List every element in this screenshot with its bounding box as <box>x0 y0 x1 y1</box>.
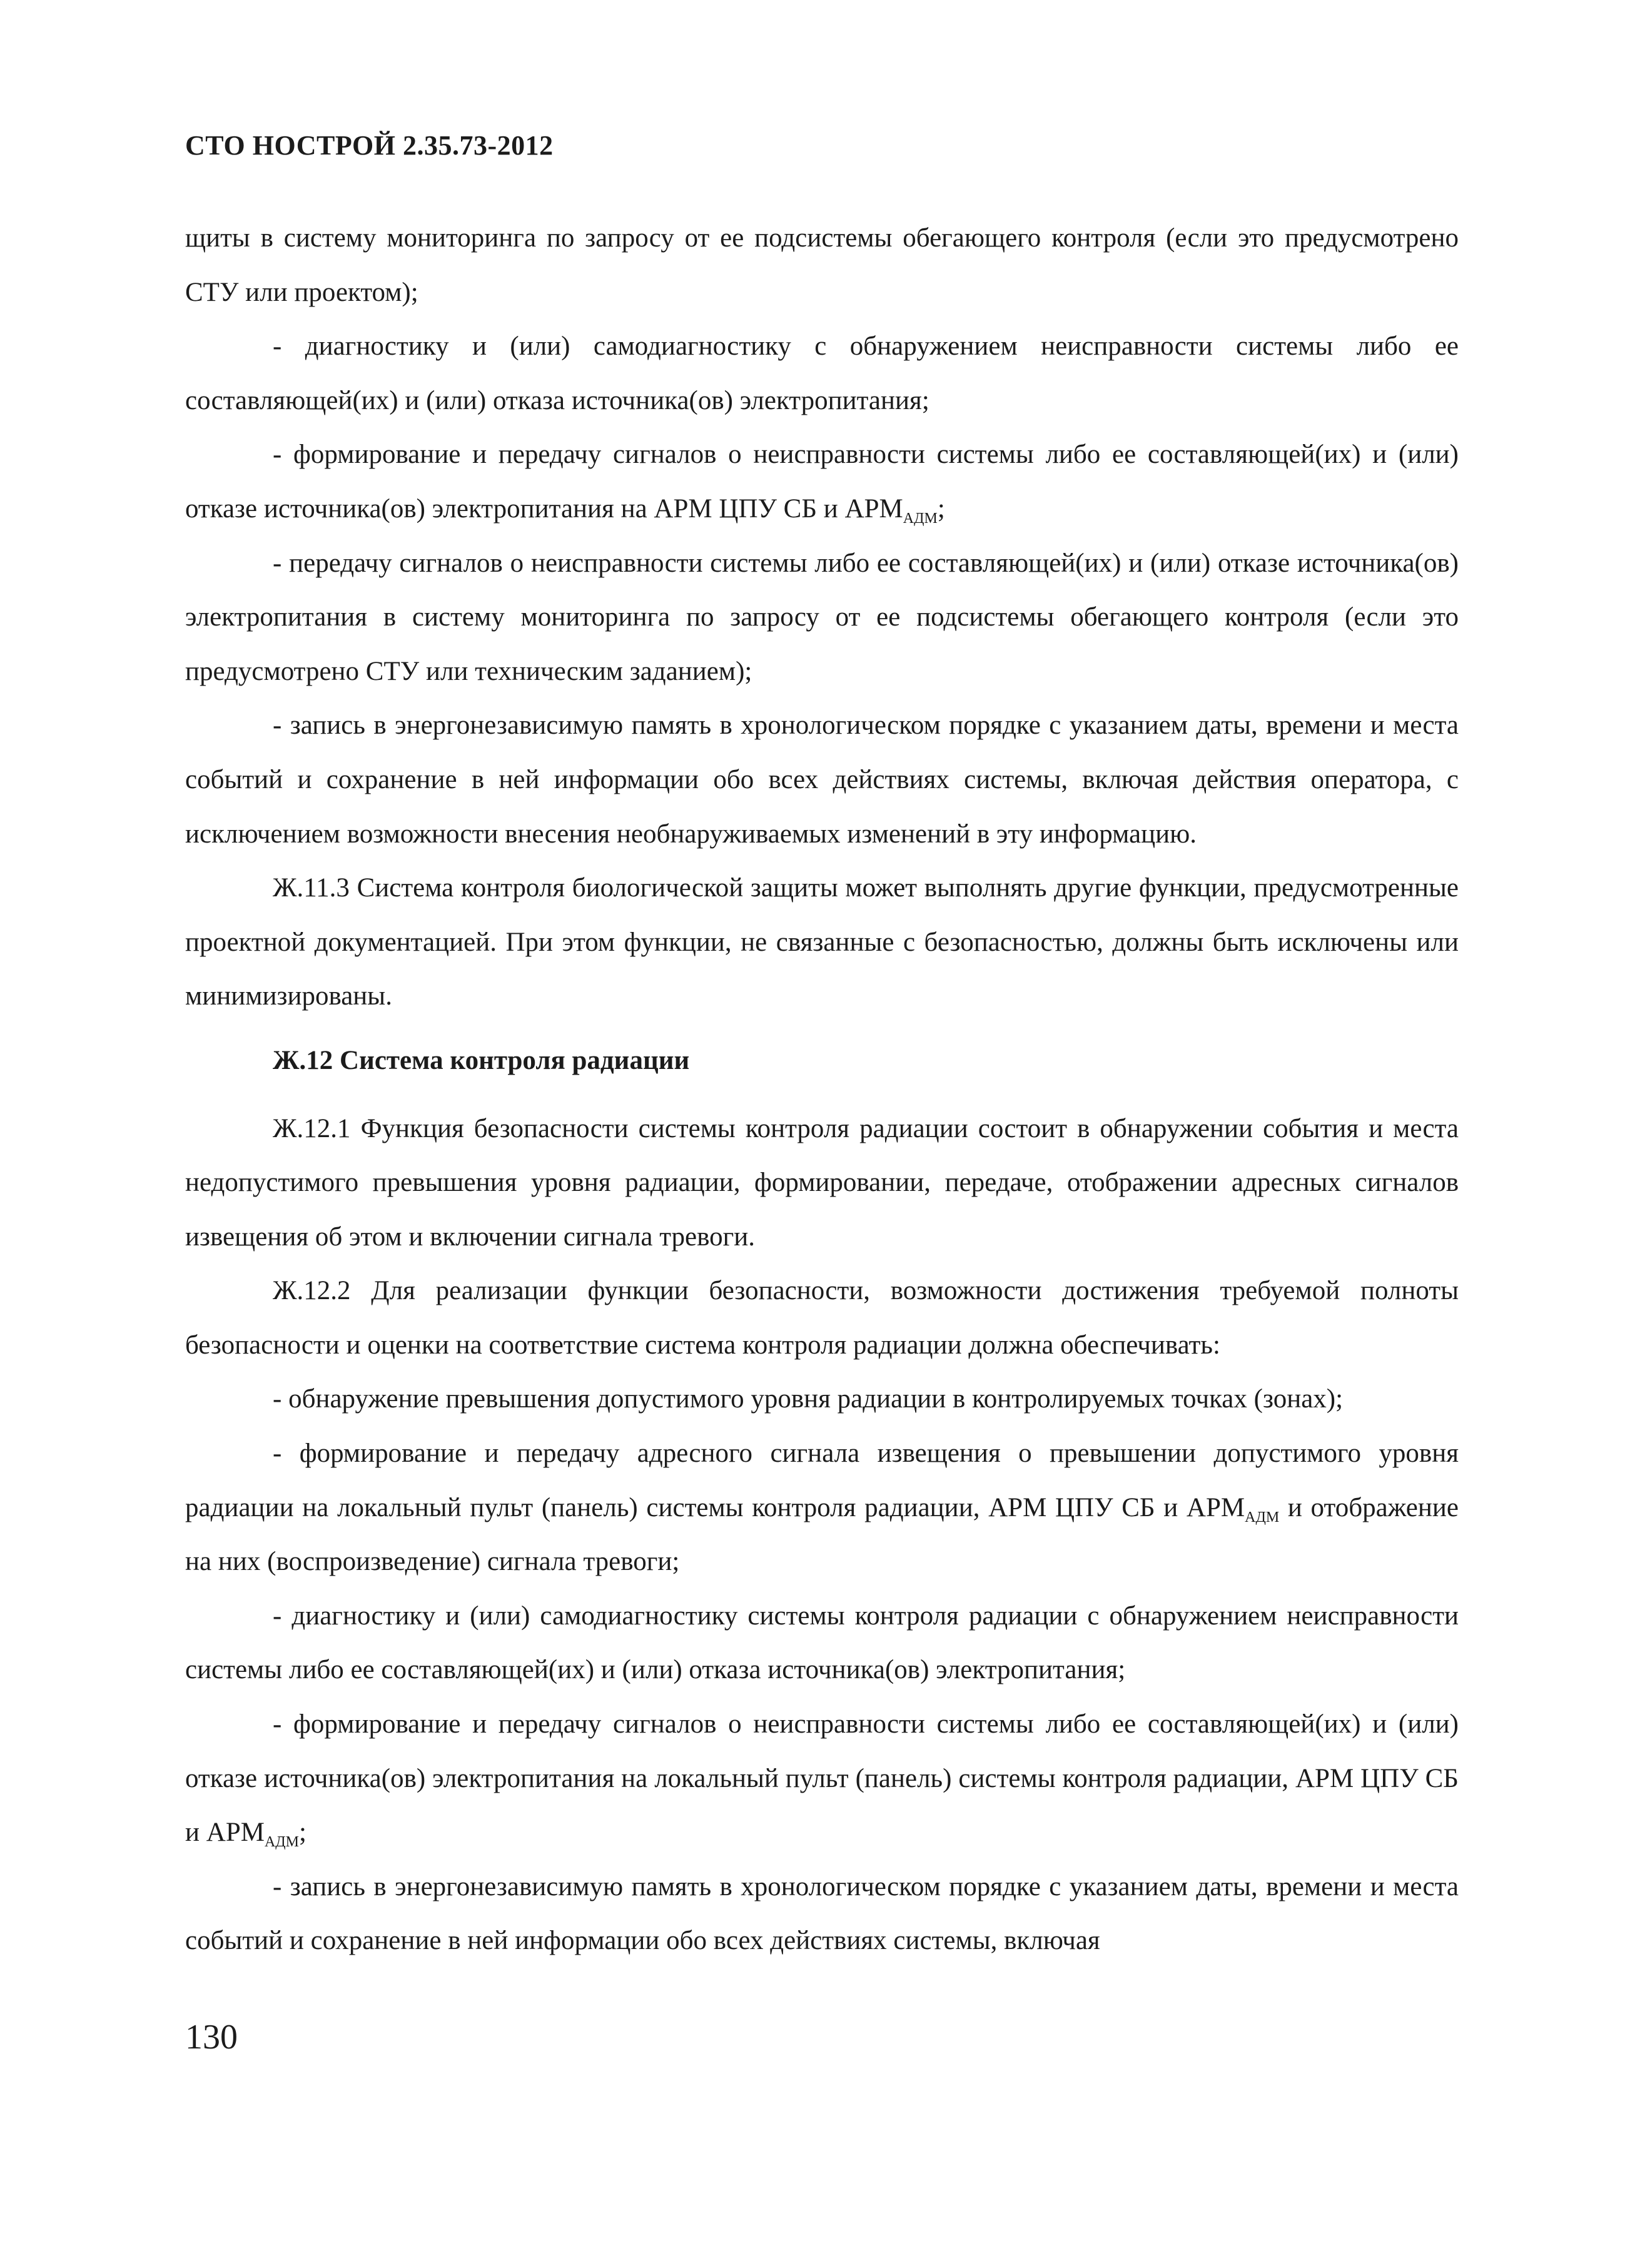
paragraph-zh-12-1: Ж.12.1 Функция безопасности системы контроля радиации состоит в обнаружении события и места недопустимого превышения уровня радиации, формировании, передаче, отображении адресных сигналов извещения об этом и включении сигнала тревоги. <box>185 1113 1459 1252</box>
list-item-monitoring-transfer: - передачу сигналов о неисправности системы либо ее составляющей(их) и (или) отказе источника(ов) электропитания в систему мониторинга по запросу от ее подсистемы обегающего контроля (если это предусмотрено СТУ или техническим заданием); <box>185 548 1459 686</box>
list-item-radiation-fault-signals <box>185 1698 1459 1860</box>
paragraph-zh-12-2: Ж.12.2 Для реализации функции безопасности, возможности достижения требуемой полноты безопасности и оценки на соответствие система контроля радиации должна обеспечивать: <box>185 1276 1459 1360</box>
subscript-adm: АДМ <box>903 510 938 527</box>
list-item-event-log: - запись в энергонезависимую память в хронологическом порядке с указанием даты, времени и места событий и сохранение в ней информации обо всех действиях системы, включая действия оператора, с исключением возможности внесения необнаруживаемых изменений в эту информацию. <box>185 711 1459 849</box>
text-run: - формирование и передачу сигналов о неисправности системы либо ее составляющей(их) и (или) отказе источника(ов) электропитания на локальный пульт (панель) системы контроля радиации, АРМ ЦПУ СБ и АРМ <box>185 1709 1459 1848</box>
paragraph-zh-11-3: Ж.11.3 Система контроля биологической защиты может выполнять другие функции, предусмотренные проектной документацией. При этом функции, не связанные с безопасностью, должны быть исключены или минимизированы. <box>185 873 1459 1011</box>
document-header: СТО НОСТРОЙ 2.35.73-2012 <box>185 130 554 161</box>
list-item-radiation-detection: - обнаружение превышения допустимого уровня радиации в контролируемых точках (зонах); <box>273 1384 1344 1414</box>
text-run: и отображение на них (воспроизведение) сигнала тревоги; <box>185 1492 1459 1577</box>
document-body <box>185 211 1459 1968</box>
subscript-adm: АДМ <box>1245 1509 1280 1526</box>
text-run: - формирование и передачу сигналов о неисправности системы либо ее составляющей(их) и (или) отказе источника(ов) электропитания на АРМ ЦПУ СБ и АРМ <box>185 440 1459 524</box>
list-item-radiation-diagnostics: - диагностику и (или) самодиагностику системы контроля радиации с обнаружением неисправности системы либо ее составляющей(их) и (или) отказа источника(ов) электропитания; <box>185 1601 1459 1685</box>
text-run: ; <box>299 1818 306 1848</box>
text-run: ; <box>937 494 945 524</box>
subscript-adm: АДМ <box>264 1834 300 1851</box>
page-number: 130 <box>185 2018 238 2057</box>
list-item-diagnostics: - диагностику и (или) самодиагностику с обнаружением неисправности системы либо ее составляющей(их) и (или) отказа источника(ов) электропитания; <box>185 332 1459 415</box>
list-item-radiation-event-log: - запись в энергонезависимую память в хронологическом порядке с указанием даты, времени и места событий и сохранение в ней информации обо всех действиях системы, включая <box>185 1871 1459 1956</box>
paragraph-continuation: щиты в систему мониторинга по запросу от ее подсистемы обегающего контроля (если это предусмотрено СТУ или проектом); <box>185 223 1459 307</box>
list-item-fault-signals <box>185 428 1459 536</box>
text-run: - формирование и передачу адресного сигнала извещения о превышении допустимого уровня радиации на локальный пульт (панель) системы контроля радиации, АРМ ЦПУ СБ и АРМ <box>185 1439 1459 1522</box>
section-heading-zh-12: Ж.12 Система контроля радиации <box>273 1045 690 1075</box>
list-item-alarm-signal <box>185 1427 1459 1589</box>
